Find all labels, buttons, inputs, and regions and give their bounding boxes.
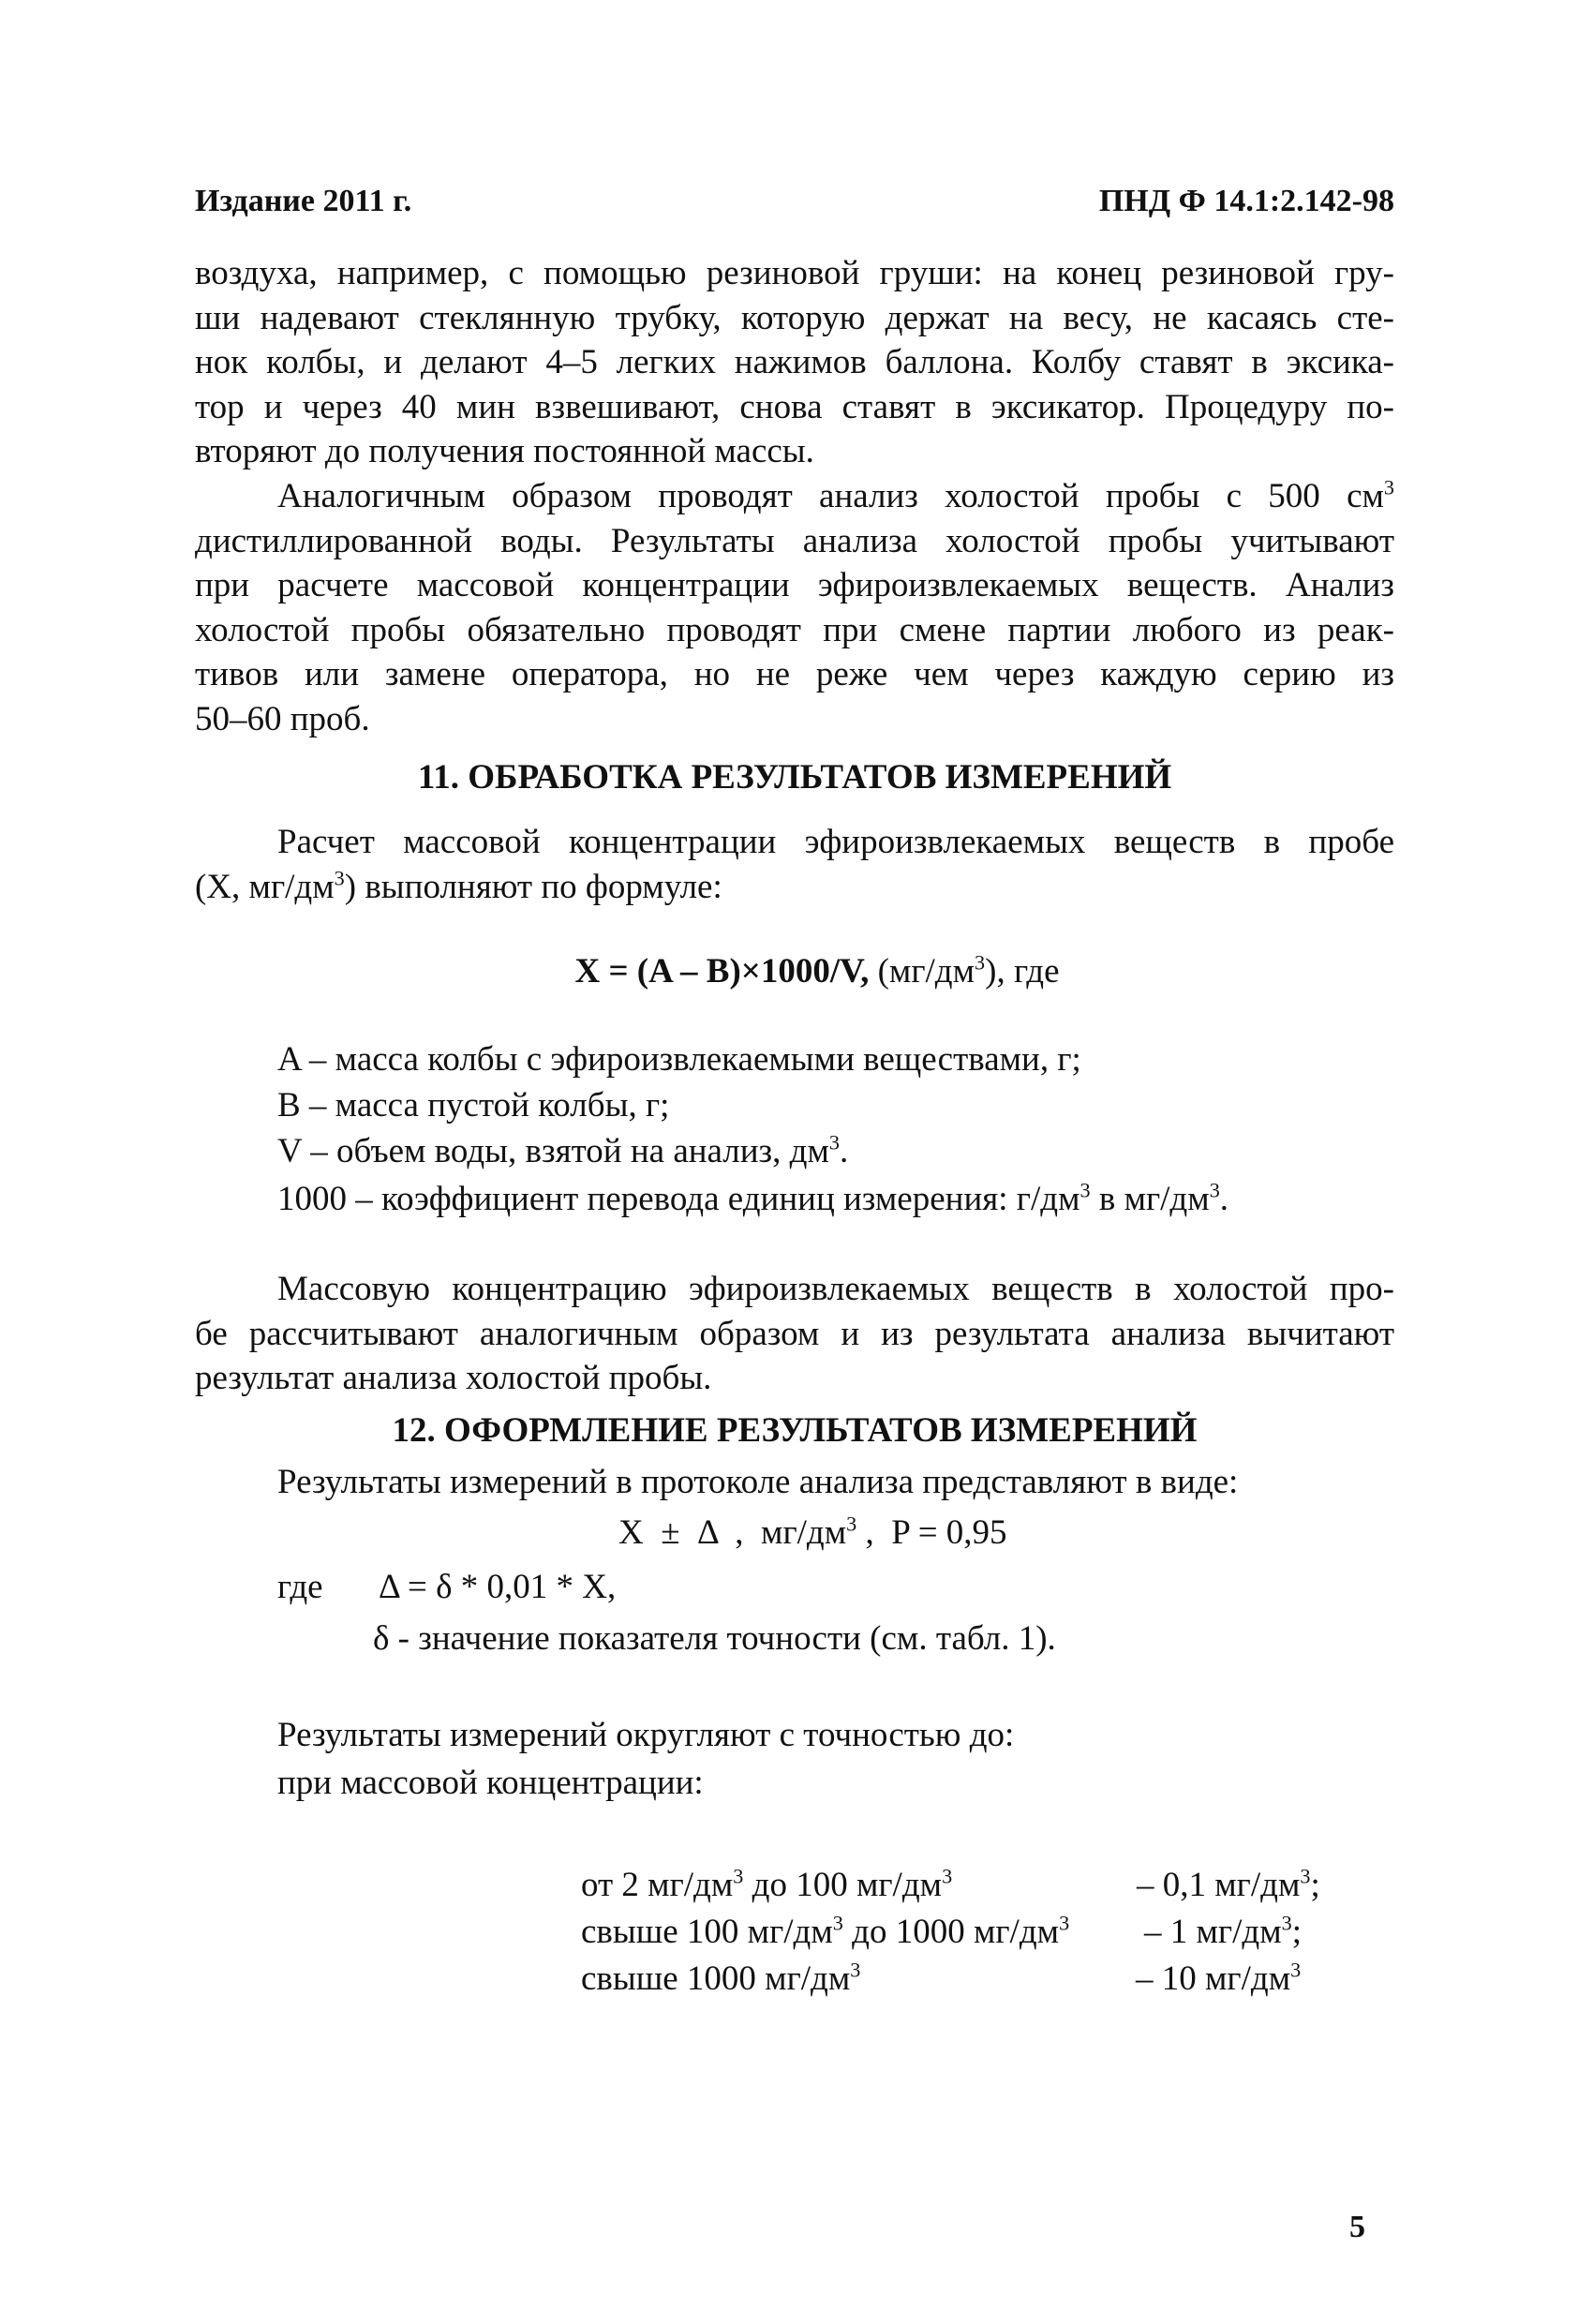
text-line: результат анализа холостой пробы. [195,1359,712,1397]
text-line: вторяют до получения постоянной массы. [195,432,814,470]
delta-description: δ - значение показателя точности (см. табл. 1). [373,1619,1056,1658]
range-precision: – 0,1 $мг/дм^3$; [1137,1864,1320,1904]
text-line: тор и через 40 мин взвешивают, снова ставят в эксикатор. Процедуру по- [195,387,1394,426]
paragraph-blank-sample [195,474,1394,741]
text-line: холостой пробы обязательно проводят при смене партии любого из реак- [195,610,1394,649]
range-precision: – 10 $мг/дм^3$ [1136,1958,1302,1998]
paragraph-blank-calculation [195,1267,1394,1401]
text-line: дистиллированной воды. Результаты анализа холостой пробы учитывают [195,521,1394,560]
page-header [195,184,1394,231]
text-line: нок колбы, и делают 4–5 легких нажимов баллона. Колбу ставят в эксика- [195,343,1394,381]
text-line: при расчете массовой концентрации эфироизвлекаемых веществ. Анализ [195,566,1394,604]
text-line: бе рассчитывают аналогичным образом и из результата анализа вычитают [195,1314,1394,1353]
text-line: Аналогичным образом проводят анализ холостой пробы с 500 $см^3$ [277,475,1394,515]
definition-b: B – масса пустой колбы, г; [277,1086,670,1125]
section-12-intro: Результаты измерений в протоколе анализа представляют в виде: [277,1463,1239,1501]
paragraph-drying-procedure [195,251,1394,474]
where-label: где [277,1568,323,1606]
text-line: Расчет массовой концентрации эфироизвлекаемых веществ в пробе [277,823,1394,861]
text-line: 50–60 проб. [195,699,370,738]
section-12-heading: 12. ОФОРМЛЕНИЕ РЕЗУЛЬТАТОВ ИЗМЕРЕНИЙ [392,1411,1198,1450]
definition-a: A – масса колбы с эфироизвлекаемыми веществами, г; [277,1040,1081,1079]
rounding-intro: Результаты измерений округляют с точностью до: [277,1716,1015,1754]
range-label: свыше 100 $мг/дм^3$ до 1000 $мг/дм^3$ [581,1911,1070,1951]
edition-label: Издание 2011 г. [195,184,412,218]
range-precision: – 1 $мг/дм^3$; [1144,1911,1302,1951]
definition-coefficient: 1000 – коэффициент перевода единиц измерения: $г/дм^3$ в $мг/дм^3$. [277,1178,1229,1218]
text-line: Массовую концентрацию эфироизвлекаемых веществ в холостой про- [277,1270,1394,1308]
page-number: 5 [1349,2210,1365,2244]
section-11-intro [195,820,1394,909]
text-line: (X, $мг/дм^3$) выполняют по формуле: [195,866,722,906]
main-formula: X = (A – B)×1000/V, $(мг/дм^3)$, где [574,950,1060,991]
text-line: ши надевают стеклянную трубку, которую держат на весу, не касаясь сте- [195,298,1394,337]
section-11-heading: 11. ОБРАБОТКА РЕЗУЛЬТАТОВ ИЗМЕРЕНИЙ [417,758,1172,797]
rounding-intro-2: при массовой концентрации: [277,1764,704,1802]
text-line: тивов или замене оператора, но не реже чем через каждую серию из [195,655,1394,693]
document-code: ПНД Ф 14.1:2.142-98 [1098,184,1394,218]
range-label: от 2 $мг/дм^3$ до 100 $мг/дм^3$ [581,1864,953,1904]
result-expression: X ± Δ , $мг/дм^3$ , P = 0,95 [618,1512,1007,1552]
delta-formula: Δ = δ * 0,01 * X, [379,1568,617,1606]
definition-v: V – объем воды, взятой на анализ, $дм^3$. [277,1130,849,1170]
text-line: воздуха, например, с помощью резиновой груши: на конец резиновой гру- [195,254,1394,292]
range-label: свыше 1000 $мг/дм^3$ [581,1958,861,1998]
